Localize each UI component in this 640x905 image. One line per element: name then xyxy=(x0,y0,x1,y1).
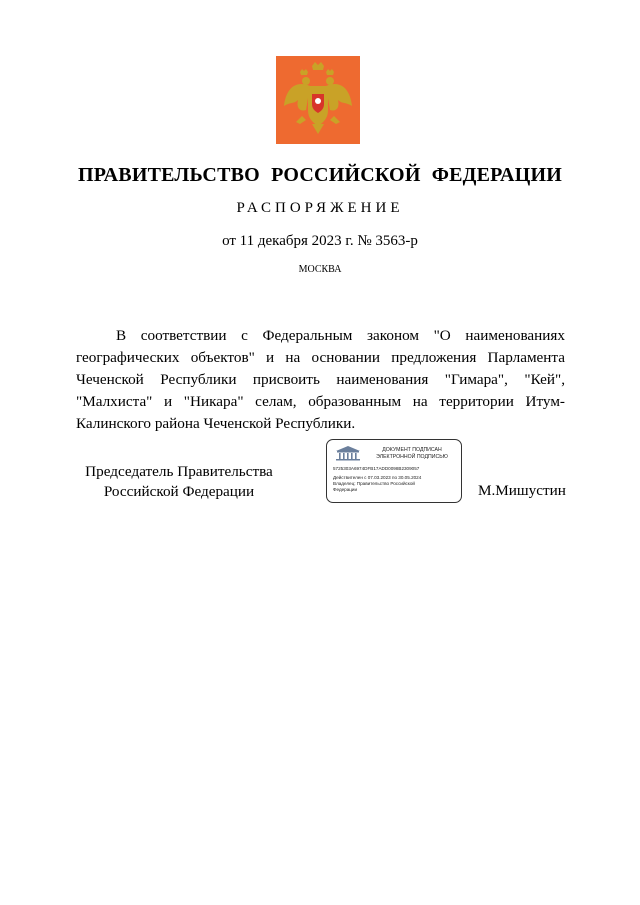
signer-name: М.Мишустин xyxy=(478,482,566,499)
esign-owner-line1: Владелец: Правительство Российской xyxy=(333,481,415,486)
document-city: МОСКВА xyxy=(298,264,342,275)
body-paragraph: В соответствии с Федеральным законом "О наименованиях географических объектов" и на основании предложения Парламента Чеченской Республики присвоить наименования "Гимара", "Кей", "Малхиста" и "Никара" селам, образованным на территории Итум-Калинского района Чеченской Республики. xyxy=(76,327,565,432)
signer-position xyxy=(74,462,284,502)
signer-position-line1: Председатель Правительства xyxy=(85,463,273,480)
esign-owner-line2: Федерации xyxy=(333,487,358,492)
organization-title: ПРАВИТЕЛЬСТВО РОССИЙСКОЙ ФЕДЕРАЦИИ xyxy=(78,164,562,186)
esign-header-line2: ЭЛЕКТРОННОЙ ПОДПИСЬЮ xyxy=(376,454,448,460)
signer-position-line2: Российской Федерации xyxy=(103,483,255,500)
electronic-signature-stamp xyxy=(326,439,462,503)
russian-coat-of-arms-icon xyxy=(276,56,360,144)
esign-validity: Действителен с 07.03.2023 по 30.05.2024 xyxy=(333,475,422,480)
government-building-icon xyxy=(333,445,363,461)
document-type: РАСПОРЯЖЕНИЕ xyxy=(236,200,404,216)
esign-certificate: 5725303A6974DFB17ADD0098B2309057 xyxy=(333,466,420,471)
esign-header-line1: ДОКУМЕНТ ПОДПИСАН xyxy=(382,447,442,453)
document-date-number: от 11 декабря 2023 г. № 3563-р xyxy=(222,233,418,249)
